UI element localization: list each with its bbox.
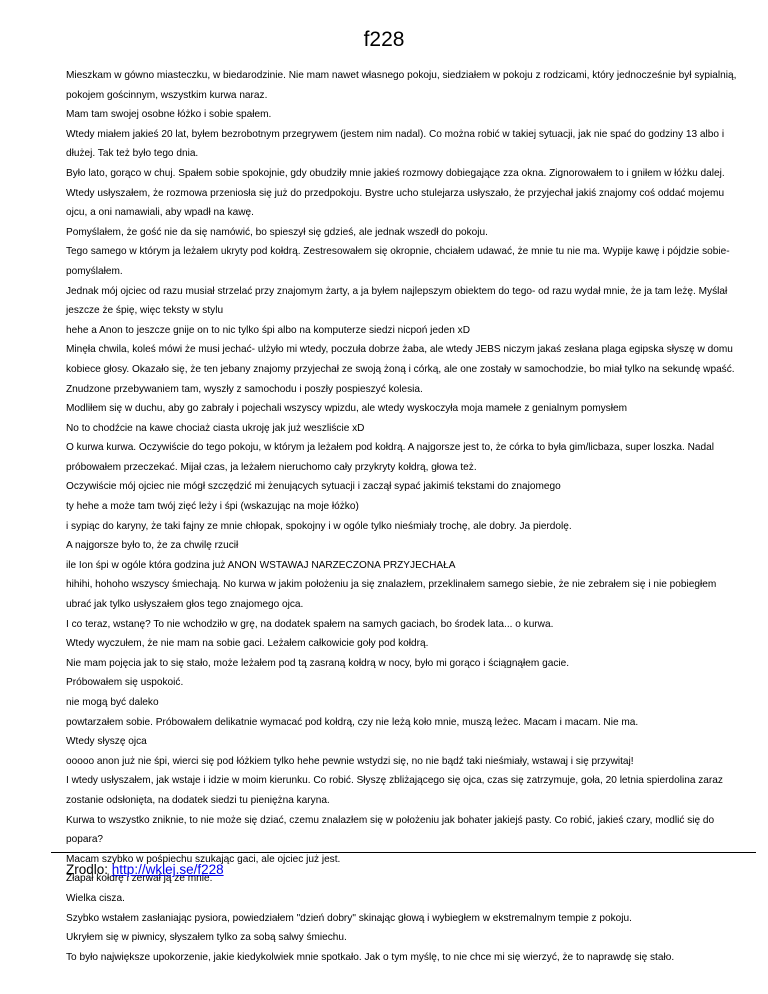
story-paragraph: To było największe upokorzenie, jakie kiedykolwiek mnie spotkało. Jak o tym myślę, to nie chce mi się wierzyć, że to naprawdę się stało.: [66, 951, 675, 963]
story-paragraph: Wtedy wyczułem, że nie mam na sobie gaci. Leżałem całkowicie goły pod kołdrą.: [66, 638, 429, 650]
story-paragraph: Nie mam pojęcia jak to się stało, może leżałem pod tą zasraną kołdrą w nocy, było mi gorąco i ściągnąłem gacie.: [66, 657, 570, 669]
story-paragraph: Tego samego w którym ja leżałem ukryty pod kołdrą. Zestresowałem się okropnie, chciałem udawać, że mnie tu nie ma. Wypije kawę i pójdzie sobie- pomyślałem.: [66, 246, 730, 277]
story-paragraph: Wtedy usłyszałem, że rozmowa przeniosła się już do przedpokoju. Bystre ucho stulejarza usłyszało, że przyjechał jakiś znajomy coś oddać mojemu ojcu, a oni namawiali, aby wpadł na kawę.: [66, 187, 725, 219]
story-paragraph: Wtedy słyszę ojca: [66, 736, 147, 748]
story-paragraph: Oczywiście mój ojciec nie mógł szczędzić mi żenujących sytuacji i zaczął sypać jakimiś tekstami do znajomego: [66, 481, 561, 493]
story-paragraph: nie mogą być daleko: [66, 697, 159, 708]
story-paragraph: hehe a Anon to jeszcze gnije on to nic tylko śpi albo na komputerze siedzi nicpoń jeden xD: [66, 324, 470, 336]
story-paragraph: ty hehe a może tam twój zięć leży i śpi (wskazując na moje łóżko): [66, 501, 359, 513]
story-paragraph: Macam szybko w pośpiechu szukając gaci, ale ojciec już jest.: [66, 853, 341, 865]
story-paragraph: Znudzone przebywaniem tam, wyszły z samochodu i poszły pospieszyć kolesia.: [66, 383, 423, 395]
story-paragraph: Złapał kołdrę i zerwał ją ze mnie.: [66, 873, 213, 885]
story-paragraph: Wielka cisza.: [66, 892, 125, 904]
source-label: Zrodlo:: [66, 862, 109, 877]
story-body: [66, 66, 738, 967]
story-paragraph: A najgorsze było to, że za chwilę rzucił: [66, 540, 239, 552]
story-paragraph: i sypiąc do karyny, że taki fajny ze mnie chłopak, spokojny i w ogóle tylko nieśmiały trochę, ale dobry. Ja pierdolę.: [66, 520, 572, 532]
story-paragraph: O kurwa kurwa. Oczywiście do tego pokoju, w którym ja leżałem pod kołdrą. A najgorsze jest to, że córka to była gim/licbaza, super loszka. Nadal próbowałem przeczekać. Mijał czas, ja leżałem nieruchomo cały przykryty kołdrą, głowa też.: [66, 442, 714, 473]
story-paragraph: hihihi, hohoho wszyscy śmiechają. No kurwa w jakim położeniu ja się znalazłem, przeklinałem samego siebie, że nie zebrałem się i nie pobiegłem ubrać jak tylko usłyszałem głos tego znajomego ojca.: [66, 579, 717, 611]
story-paragraph: Próbowałem się uspokoić.: [66, 677, 184, 689]
source-line: [66, 862, 224, 877]
story-paragraph: ile Ion śpi w ogóle która godzina już ANON WSTAWAJ NARZECZONA PRZYJECHAŁA: [66, 559, 456, 571]
story-paragraph: Kurwa to wszystko zniknie, to nie może się dziać, czemu znalazłem się w położeniu jak bohater jakiejś pasty. Co robić, jakieś czary, modlić się do popara?: [66, 814, 715, 846]
story-paragraph: Pomyślałem, że gość nie da się namówić, bo spieszył się gdzieś, ale jednak wszedł do pokoju.: [66, 226, 488, 238]
divider: [51, 852, 756, 853]
source-link[interactable]: http://wklej.se/f228: [111, 862, 224, 877]
story-paragraph: Jednak mój ojciec od razu musiał strzelać przy znajomym żarty, a ja byłem najlepszym obiektem do tego- od razu wydał mnie, że ja tam leżę. Myślał jeszcze że śpię, więc teksty w stylu: [66, 285, 728, 317]
page-title: f228: [363, 28, 405, 51]
story-paragraph: ooooo anon już nie śpi, wierci się pod łóżkiem tylko hehe pewnie wstydzi się, no nie bądź taki nieśmiały, wstawaj i się przywitaj!: [66, 755, 634, 767]
story-paragraph: powtarzałem sobie. Próbowałem delikatnie wymacać pod kołdrą, czy nie leżą koło mnie, muszą leżec. Macam i macam. Nie ma.: [66, 716, 639, 728]
story-paragraph: I wtedy usłyszałem, jak wstaje i idzie w moim kierunku. Co robić. Słyszę zbliżającego się ojca, czas się zatrzymuje, goła, 20 letnia spierdolina zaraz zostanie odsłonięta, na dodatek siedzi tu pieniężna karyna.: [66, 775, 723, 806]
story-paragraph: Modliłem się w duchu, aby go zabrały i pojechali wszyscy wpizdu, ale wtedy wyskoczyła moja mamełe z genialnym pomysłem: [66, 403, 627, 415]
story-paragraph: Minęła chwila, koleś mówi że musi jechać- ulżyło mi wtedy, poczuła dobrze żaba, ale wtedy JEBS niczym jakaś zesłana plaga egipska słyszę w domu kobiece głosy. Okazało się, że ten jebany znajomy przyjechał ze swoją żoną i córką, ale one zostały w samochodzie, bo miał tylko na sekundę wpaść.: [66, 344, 735, 375]
story-paragraph: Wtedy miałem jakieś 20 lat, byłem bezrobotnym przegrywem (jestem nim nadal). Co można robić w takiej sytuacji, jak nie spać do godziny 13 albo i dłużej. Tak też było tego dnia.: [66, 128, 725, 160]
story-paragraph: Szybko wstałem zasłaniając pysiora, powiedziałem "dzień dobry" skinając głową i wybiegłem w ekstremalnym tempie z pokoju.: [66, 912, 632, 924]
story-paragraph: Ukryłem się w piwnicy, słyszałem tylko za sobą salwy śmiechu.: [66, 932, 347, 944]
story-paragraph: Było lato, gorąco w chuj. Spałem sobie spokojnie, gdy obudziły mnie jakieś rozmowy dobiegające zza okna. Zignorowałem to i gniłem w łóżku dalej.: [66, 167, 725, 179]
story-paragraph: Mieszkam w gówno miasteczku, w biedarodzinie. Nie mam nawet własnego pokoju, siedziałem w pokoju z rodzicami, który jednocześnie był sypialnią, pokojem gościnnym, wszystkim kurwa naraz.: [66, 70, 737, 101]
story-paragraph: Mam tam swojej osobne łóżko i sobie spałem.: [66, 109, 272, 121]
story-paragraph: No to chodźcie na kawe chociaż ciasta ukroję jak już weszliście xD: [66, 422, 365, 434]
story-paragraph: I co teraz, wstanę? To nie wchodziło w grę, na dodatek spałem na samych gaciach, bo środek lata... o kurwa.: [66, 618, 554, 630]
